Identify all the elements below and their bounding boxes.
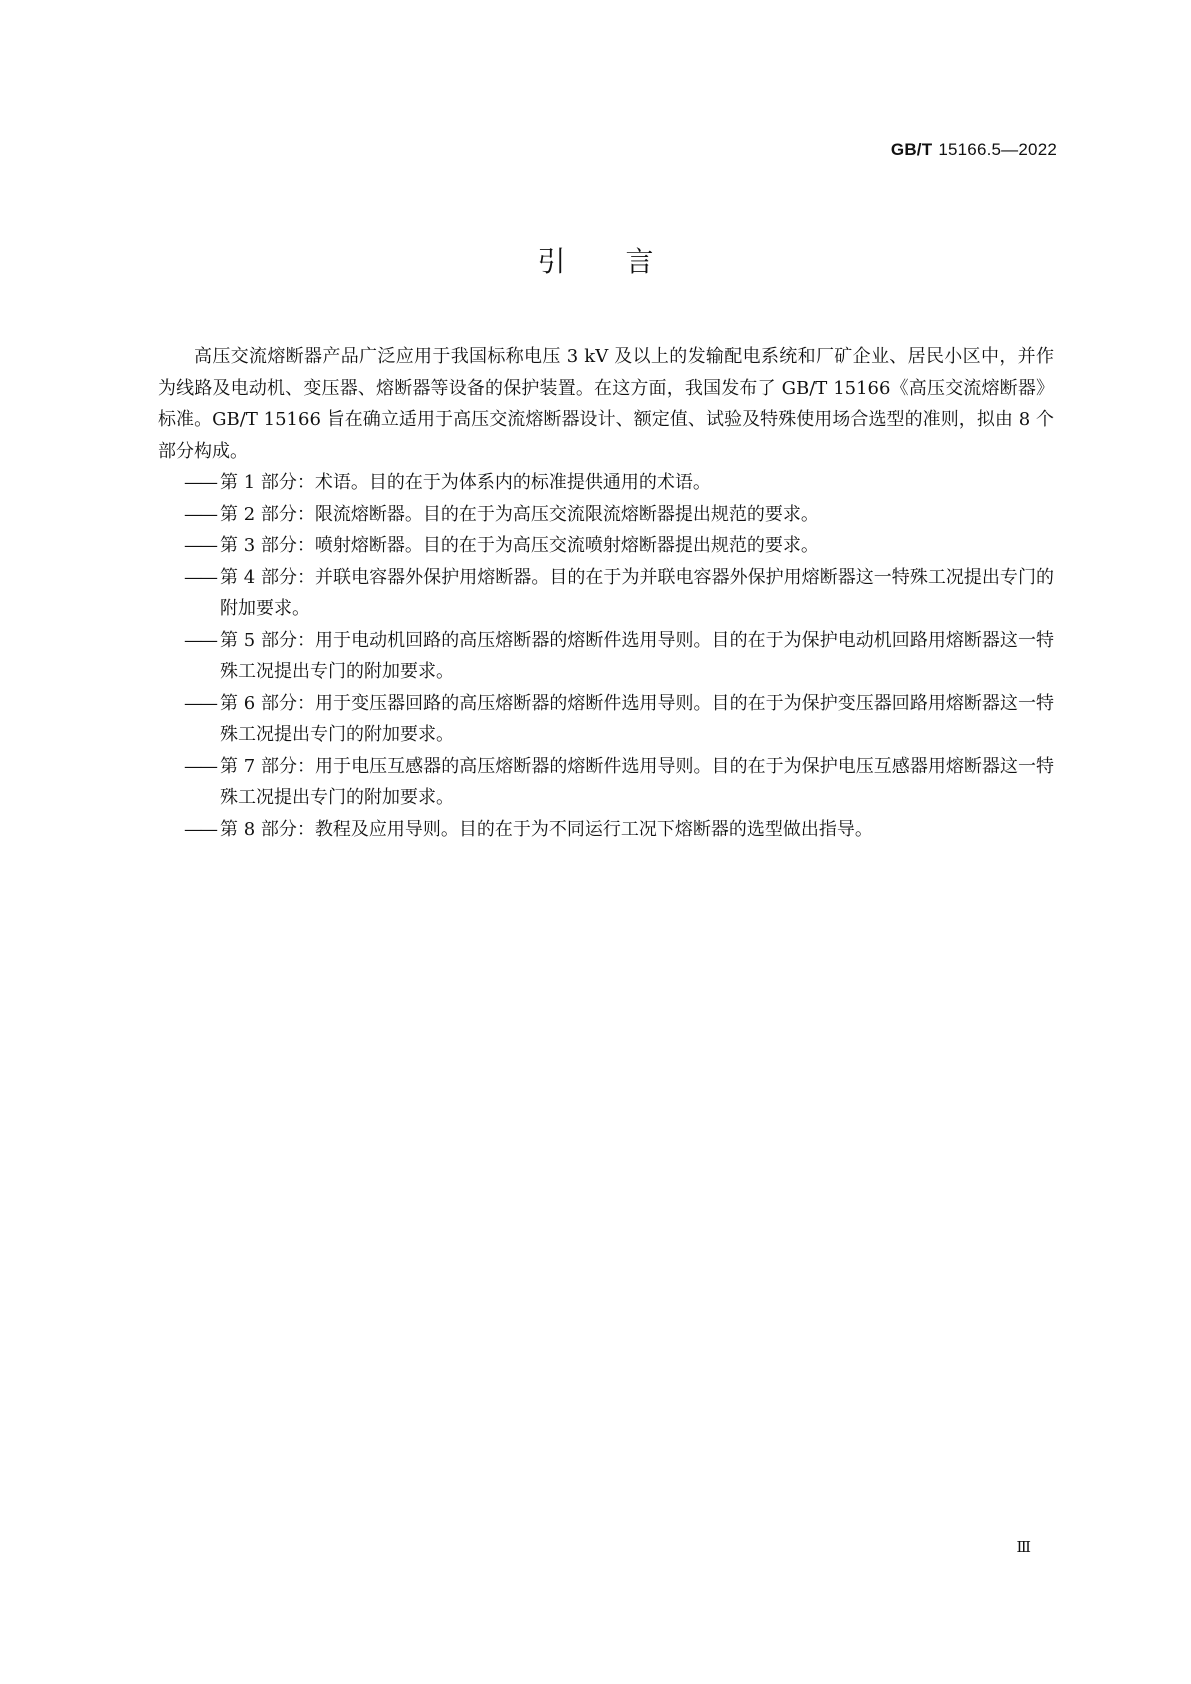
part-4-text: 第 4 部分：并联电容器外保护用熔断器。目的在于为并联电容器外保护用熔断器这一特殊工况提出专门的附加要求。: [220, 566, 1054, 619]
list-dash: ——: [184, 472, 216, 493]
part-8-text: 第 8 部分：教程及应用导则。目的在于为不同运行工况下熔断器的选型做出指导。: [220, 818, 873, 840]
part-1-text: 第 1 部分：术语。目的在于为体系内的标准提供通用的术语。: [220, 472, 711, 493]
part-3-text: 第 3 部分：喷射熔断器。目的在于为高压交流喷射熔断器提出规范的要求。: [220, 535, 819, 556]
list-dash: ——: [184, 692, 216, 714]
list-dash: ——: [184, 566, 216, 588]
standard-code: GB/T: [890, 140, 933, 159]
page-number: Ⅲ: [1016, 1540, 1031, 1556]
intro-paragraph: 高压交流熔断器产品广泛应用于我国标称电压 3 kV 及以上的发输配电系统和厂矿企业、居民小区中，并作为线路及电动机、变压器、熔断器等设备的保护装置。在这方面，我国发布了 GB/T 15166《高压交流熔断器》标准。GB/T 15166 旨在确立适用于高压交流熔断器设计、额定值、试验及特殊使用场合选型的准则，拟由 8 个部分构成。: [158, 346, 1054, 462]
introduction-body: [158, 341, 1054, 845]
part-6-text: 第 6 部分：用于变压器回路的高压熔断器的熔断件选用导则。目的在于为保护变压器回路用熔断器这一特殊工况提出专门的附加要求。: [220, 692, 1054, 745]
list-dash: ——: [184, 818, 216, 840]
list-dash: ——: [184, 535, 216, 556]
page-title: 引言: [537, 245, 714, 278]
list-item: [158, 499, 1054, 531]
list-item: [158, 530, 1054, 562]
part-2-text: 第 2 部分：限流熔断器。目的在于为高压交流限流熔断器提出规范的要求。: [220, 503, 819, 525]
list-item: [158, 751, 1054, 814]
list-dash: ——: [184, 755, 216, 777]
standard-number-value: 15166.5—2022: [938, 140, 1057, 159]
list-item: [158, 467, 1054, 499]
list-dash: ——: [184, 503, 216, 525]
list-item: [158, 562, 1054, 625]
list-item: [158, 688, 1054, 751]
part-7-text: 第 7 部分：用于电压互感器的高压熔断器的熔断件选用导则。目的在于为保护电压互感器用熔断器这一特殊工况提出专门的附加要求。: [220, 755, 1054, 808]
list-dash: ——: [184, 629, 216, 651]
list-item: [158, 814, 1054, 846]
list-item: [158, 625, 1054, 688]
parts-list: [158, 467, 1054, 845]
standard-number: [891, 140, 1057, 160]
part-5-text: 第 5 部分：用于电动机回路的高压熔断器的熔断件选用导则。目的在于为保护电动机回路用熔断器这一特殊工况提出专门的附加要求。: [220, 629, 1054, 682]
